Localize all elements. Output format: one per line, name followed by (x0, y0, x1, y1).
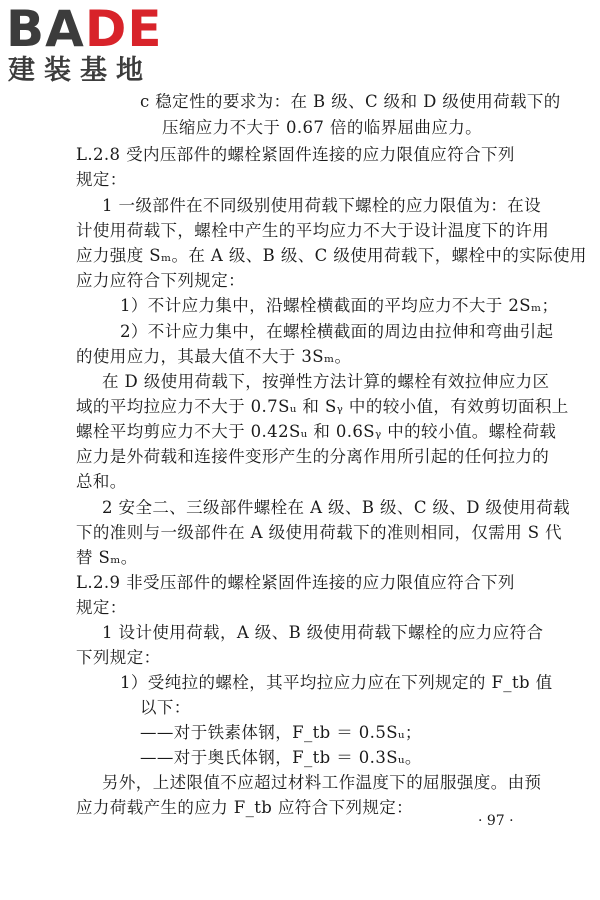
text-line: 域的平均拉应力不大于 0.7Sᵤ 和 Sᵧ 中的较小值，有效剪切面积上 (76, 397, 569, 416)
text-line: 2）不计应力集中，在螺栓横截面的周边由拉伸和弯曲引起 (120, 322, 554, 341)
text-line: 总和。 (76, 472, 127, 491)
text-line: c 稳定性的要求为：在 B 级、C 级和 D 级使用荷载下的 (140, 92, 561, 111)
text-line: 应力是外荷载和连接件变形产生的分离作用所引起的任何拉力的 (76, 447, 550, 466)
text-line: 替 Sₘ。 (76, 548, 138, 567)
text-line: 压缩应力不大于 0.67 倍的临界屈曲应力。 (162, 118, 483, 137)
text-line: 1 设计使用荷载，A 级、B 级使用荷载下螺栓的应力应符合 (102, 623, 544, 642)
text-line: 以下： (140, 698, 191, 717)
text-line: ——对于铁素体钢，F_tb ＝ 0.5Sᵤ； (140, 723, 422, 742)
text-line: 另外，上述限值不应超过材料工作温度下的屈服强度。由预 (102, 773, 542, 792)
text-line: 在 D 级使用荷载下，按弹性方法计算的螺栓有效拉伸应力区 (102, 372, 550, 391)
logo-text-ba: BA (6, 0, 85, 58)
logo-text-de: DE (84, 0, 163, 58)
text-line: 应力强度 Sₘ。在 A 级、B 级、C 级使用荷载下，螺栓中的实际使用 (76, 246, 587, 265)
text-line: 螺栓平均剪应力不大于 0.42Sᵤ 和 0.6Sᵧ 中的较小值。螺栓荷载 (76, 422, 557, 441)
logo-chinese-text: 建装基地 (8, 55, 152, 86)
text-line: 的使用应力，其最大值不大于 3Sₘ。 (76, 347, 352, 366)
text-line: 2 安全二、三级部件螺栓在 A 级、B 级、C 级、D 级使用荷载 (102, 498, 571, 517)
text-line: 规定： (76, 170, 127, 189)
text-line: ——对于奥氏体钢，F_tb ＝ 0.3Sᵤ。 (140, 748, 422, 767)
text-line: 规定： (76, 598, 127, 617)
text-line: 计使用荷载下，螺栓中产生的平均应力不大于设计温度下的许用 (76, 221, 550, 240)
text-line: 应力应符合下列规定： (76, 271, 245, 290)
text-line: 1）受纯拉的螺栓，其平均拉应力应在下列规定的 F_tb 值 (120, 673, 553, 692)
text-line: 下列规定： (76, 648, 161, 667)
section-heading-l28: L.2.8 受内压部件的螺栓紧固件连接的应力限值应符合下列 (76, 145, 515, 164)
text-line: 1 一级部件在不同级别使用荷载下螺栓的应力限值为：在设 (102, 196, 542, 215)
text-line: 下的准则与一级部件在 A 级使用荷载下的准则相同，仅需用 S 代 (76, 523, 562, 542)
text-line: 应力荷载产生的应力 F_tb 应符合下列规定： (76, 798, 414, 817)
text-line: 1）不计应力集中，沿螺栓横截面的平均应力不大于 2Sₘ； (120, 296, 559, 315)
section-heading-l29: L.2.9 非受压部件的螺栓紧固件连接的应力限值应符合下列 (76, 573, 515, 592)
page-number: · 97 · (478, 813, 514, 829)
